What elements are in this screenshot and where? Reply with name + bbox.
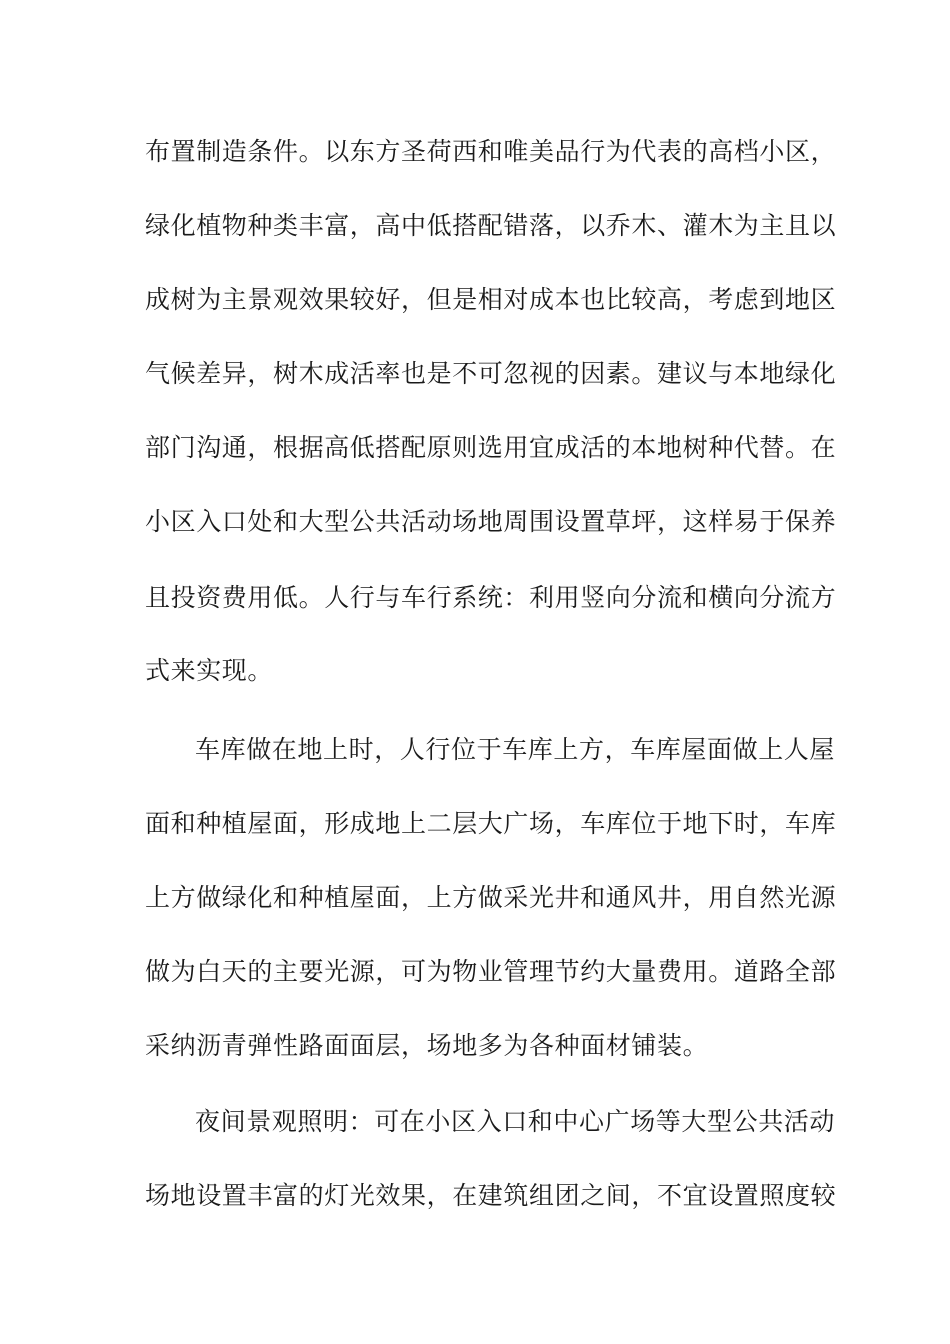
text-line: 绿化植物种类丰富，高中低搭配错落，以乔木、灌木为主且以 (145, 211, 837, 240)
text-line: 且投资费用低。人行与车行系统：利用竖向分流和横向分流方 (145, 583, 837, 612)
text-line: 小区入口处和大型公共活动场地周围设置草坪，这样易于保养 (145, 507, 837, 536)
text-line: 布置制造条件。以东方圣荷西和唯美品行为代表的高档小区， (145, 137, 837, 166)
text-line: 做为白天的主要光源，可为物业管理节约大量费用。道路全部 (145, 957, 837, 986)
text-line: 面和种植屋面，形成地上二层大广场，车库位于地下时，车库 (145, 809, 837, 838)
text-line: 气候差异，树木成活率也是不可忽视的因素。建议与本地绿化 (145, 359, 837, 388)
text-line: 上方做绿化和种植屋面，上方做采光井和通风井，用自然光源 (145, 883, 837, 912)
paragraph-first-line: 车库做在地上时，人行位于车库上方，车库屋面做上人屋 (195, 735, 836, 764)
paragraph-first-line: 夜间景观照明：可在小区入口和中心广场等大型公共活动 (195, 1107, 836, 1136)
text-line: 场地设置丰富的灯光效果，在建筑组团之间，不宜设置照度较 (145, 1181, 837, 1210)
text-line: 式来实现。 (145, 656, 274, 685)
text-line: 采纳沥青弹性路面面层，场地多为各种面材铺装。 (145, 1031, 709, 1060)
text-line: 成树为主景观效果较好，但是相对成本也比较高，考虑到地区 (145, 285, 837, 314)
text-line: 部门沟通，根据高低搭配原则选用宜成活的本地树种代替。在 (145, 433, 837, 462)
